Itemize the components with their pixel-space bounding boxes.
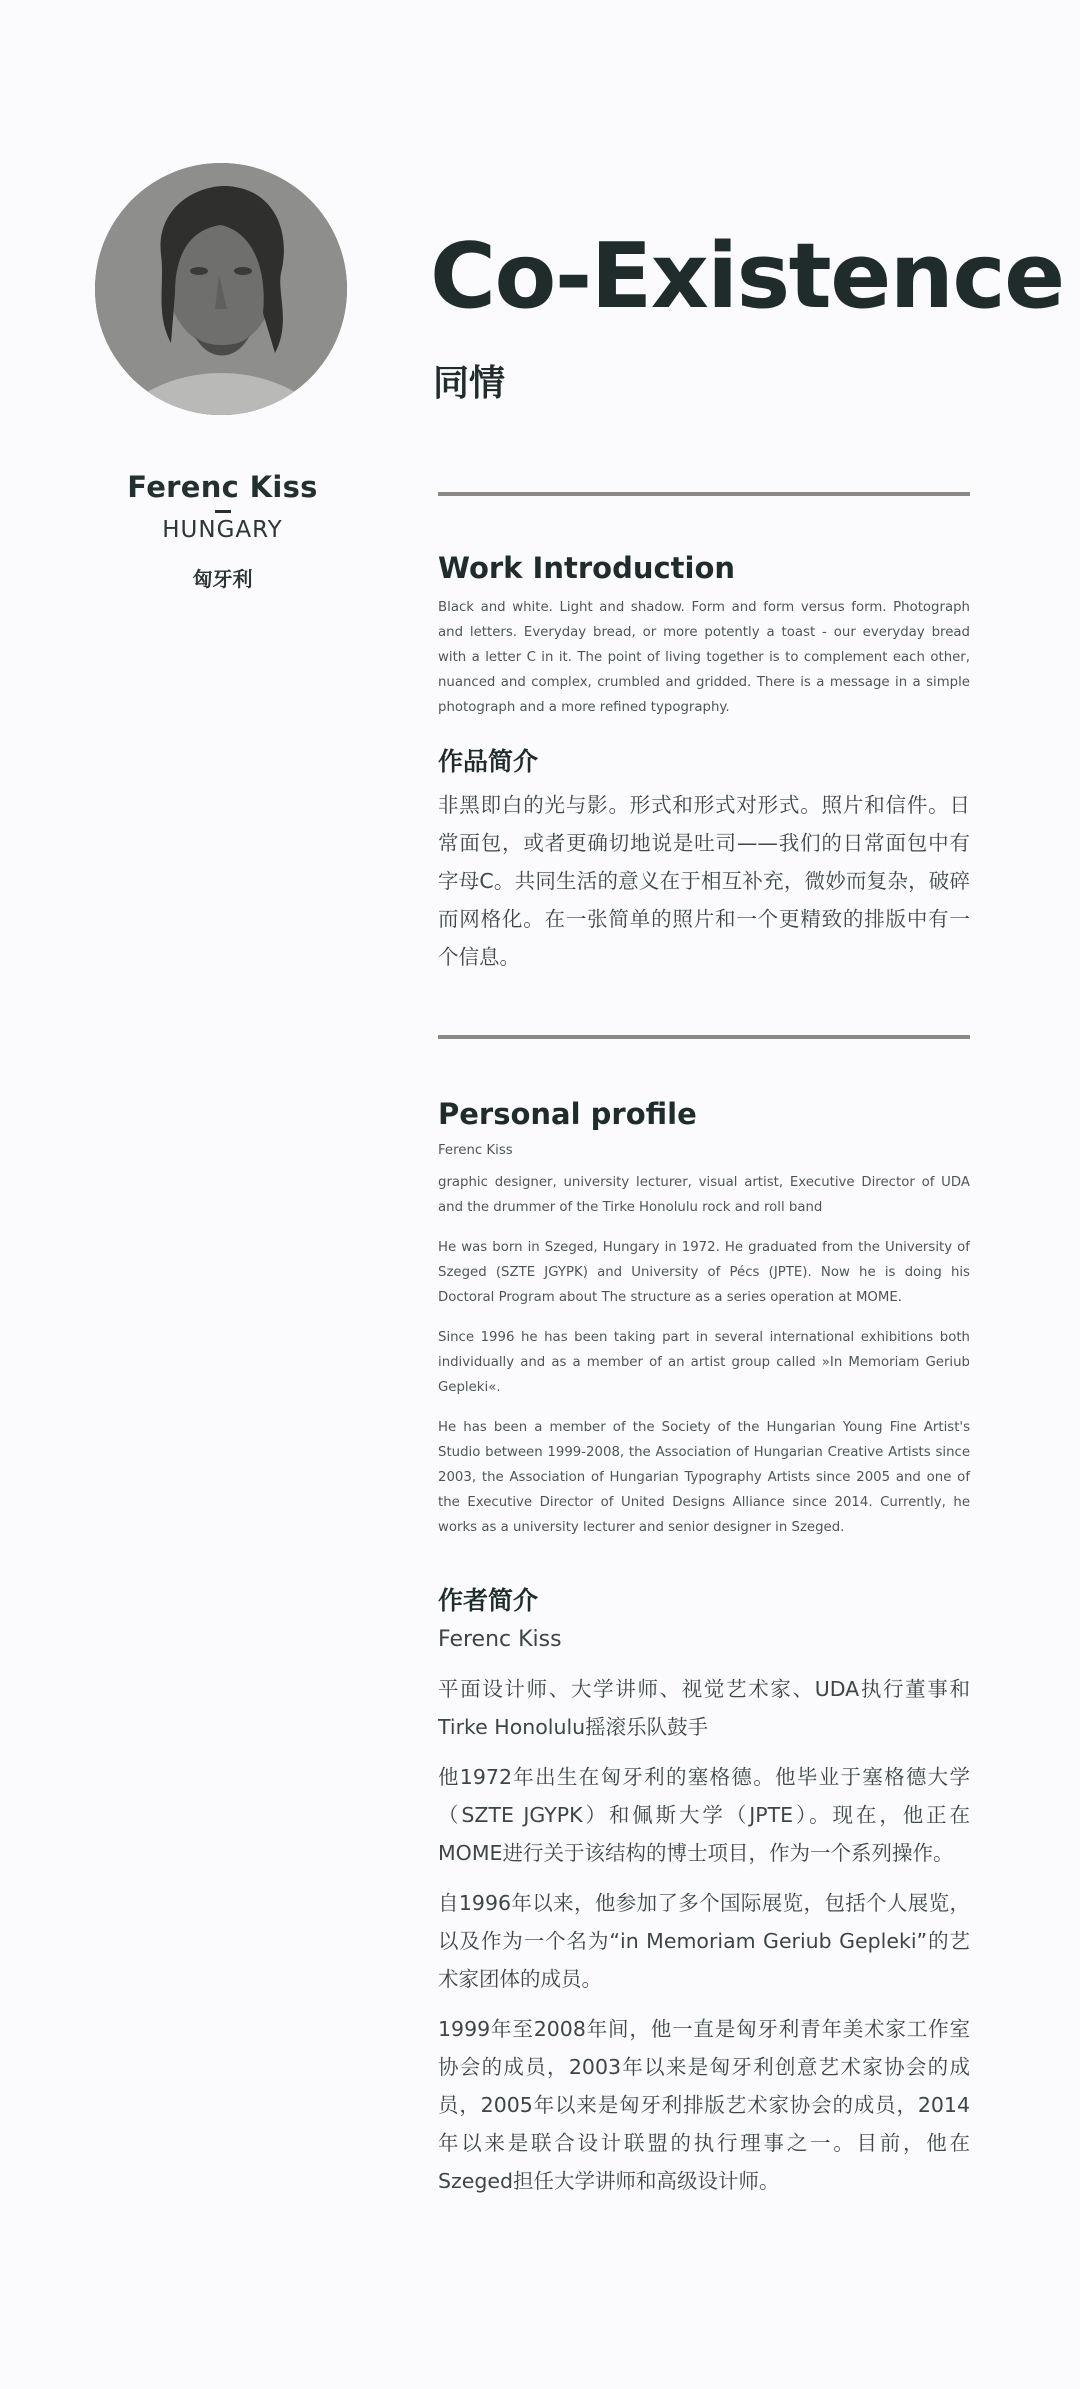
avatar (95, 163, 347, 415)
work-intro-heading-cn: 作品简介 (438, 747, 539, 776)
profile-paragraph-cn: 自1996年以来，他参加了多个国际展览，包括个人展览，以及作为一个名为“in Memoriam Geriub Gepleki”的艺术家团体的成员。 (438, 1891, 970, 1991)
profile-paragraph-cn: 1999年至2008年间，他一直是匈牙利青年美术家工作室协会的成员，2003年以来是匈牙利创意艺术家协会的成员，2005年以来是匈牙利排版艺术家协会的成员，2014年以来是联合设计联盟的执行理事之一。目前，他在Szeged担任大学讲师和高级设计师。 (438, 2017, 970, 2193)
author-country-cn: 匈牙利 (192, 567, 253, 591)
profile-paragraph: He was born in Szeged, Hungary in 1972. He graduated from the University of Szeged (SZTE JGYPK) and University of Pécs (JPTE). Now he is doing his Doctoral Program about The structure as a series operation at MOME. (438, 1240, 970, 1305)
author-name: Ferenc Kiss (127, 470, 318, 504)
work-intro-heading: Work Introduction (438, 551, 736, 585)
profile-paragraph: Since 1996 he has been taking part in several international exhibitions both individually and as a member of an artist group called »In Memoriam Geriub Gepleki«. (438, 1330, 970, 1395)
author-country: HUNGARY (162, 517, 283, 543)
author-block (60, 470, 385, 592)
divider (438, 1035, 970, 1039)
page-title: Co-Existence (430, 224, 1064, 329)
profile-paragraph-cn: 他1972年出生在匈牙利的塞格德。他毕业于塞格德大学（SZTE JGYPK）和佩斯大学（JPTE）。现在，他正在MOME进行关于该结构的博士项目，作为一个系列操作。 (438, 1765, 970, 1865)
profile-heading: Personal profile (438, 1097, 697, 1131)
work-intro-cn (438, 742, 970, 976)
profile-name-cn: Ferenc Kiss (438, 1627, 562, 1652)
profile-cn (438, 1581, 970, 2200)
profile-paragraph: graphic designer, university lecturer, visual artist, Executive Director of UDA and the drummer of the Tirke Honolulu rock and roll band (438, 1175, 970, 1215)
work-intro-body-cn: 非黑即白的光与影。形式和形式对形式。照片和信件。日常面包，或者更确切地说是吐司——我们的日常面包中有字母C。共同生活的意义在于相互补充，微妙而复杂，破碎而网格化。在一张简单的照片和一个更精致的排版中有一个信息。 (438, 793, 970, 969)
work-intro-body-en: Black and white. Light and shadow. Form and form versus form. Photograph and letters. Everyday bread, or more potently a toast - our everyday bread with a letter C in it. The point of living together is to complement each other, nuanced and complex, crumbled and gridded. There is a message in a simple photograph and a more refined typography. (438, 600, 970, 715)
profile-en (438, 1097, 970, 1540)
divider (215, 510, 231, 513)
profile-paragraph-cn: 平面设计师、大学讲师、视觉艺术家、UDA执行董事和Tirke Honolulu摇滚乐队鼓手 (438, 1677, 970, 1739)
portrait-photo-icon (95, 163, 347, 415)
work-intro-en (438, 551, 970, 720)
divider (438, 492, 970, 496)
profile-heading-cn: 作者简介 (438, 1586, 539, 1615)
page-subtitle: 同情 (433, 363, 506, 404)
profile-paragraph: He has been a member of the Society of the Hungarian Young Fine Artist's Studio between 1999-2008, the Association of Hungarian Creative Artists since 2003, the Association of Hungarian Typography Artists since 2005 and one of the Executive Director of United Designs Alliance since 2014. Currently, he works as a university lecturer and senior designer in Szeged. (438, 1420, 970, 1535)
profile-name-en: Ferenc Kiss (438, 1143, 513, 1158)
